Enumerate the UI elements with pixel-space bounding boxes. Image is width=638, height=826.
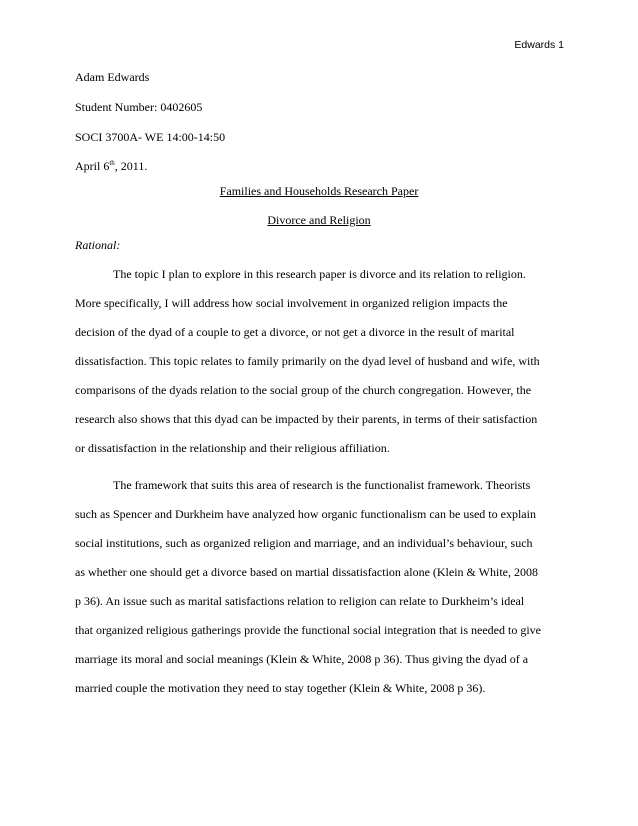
paragraph2-line: such as Spencer and Durkheim have analyzed how organic functionalism can be used to explain: [75, 507, 536, 521]
paragraph2-line: as whether one should get a divorce based on martial dissatisfaction alone (Klein & White, 2008: [75, 565, 538, 579]
paragraph2-line: The framework that suits this area of research is the functionalist framework. Theorists: [113, 478, 531, 492]
paragraph2-line: that organized religious gatherings provide the functional social integration that is needed to give: [75, 623, 541, 637]
paragraph2-line: married couple the motivation they need to stay together (Klein & White, 2008 p 36).: [75, 681, 486, 695]
paragraph2-line: social institutions, such as organized religion and marriage, and an individual’s behaviour, such: [75, 536, 533, 550]
section-heading: Rational:: [75, 238, 121, 252]
student-number: Student Number: 0402605: [75, 100, 203, 114]
paper-subtitle: Divorce and Religion: [267, 213, 371, 227]
paragraph2-line: p 36). An issue such as marital satisfactions relation to religion can relate to Durkheim’s ideal: [75, 594, 525, 608]
paragraph1-line: The topic I plan to explore in this research paper is divorce and its relation to religion.: [113, 267, 526, 281]
paragraph2-line: marriage its moral and social meanings (Klein & White, 2008 p 36). Thus giving the dyad of a: [75, 652, 529, 666]
paragraph1-line: or dissatisfaction in the relationship and their religious affiliation.: [75, 441, 390, 455]
date-line: [75, 159, 147, 174]
date-rest: , 2011.: [114, 159, 148, 173]
course-info: SOCI 3700A- WE 14:00-14:50: [75, 130, 226, 144]
paragraph1-line: comparisons of the dyads relation to the social group of the church congregation. However, the: [75, 383, 532, 397]
author-name: Adam Edwards: [75, 70, 150, 84]
paragraph1-line: research also shows that this dyad can be impacted by their parents, in terms of their satisfaction: [75, 412, 538, 426]
date-ordinal: th: [109, 159, 115, 167]
paragraph1-line: dissatisfaction. This topic relates to family primarily on the dyad level of husband and wife, with: [75, 354, 540, 368]
paragraph1-line: More specifically, I will address how social involvement in organized religion impacts the: [75, 296, 508, 310]
paragraph1-line: decision of the dyad of a couple to get a divorce, or not get a divorce in the result of marital: [75, 325, 515, 339]
running-head: Edwards 1: [514, 39, 564, 51]
paper-title: Families and Households Research Paper: [219, 184, 419, 198]
date-prefix: April 6: [75, 159, 110, 173]
